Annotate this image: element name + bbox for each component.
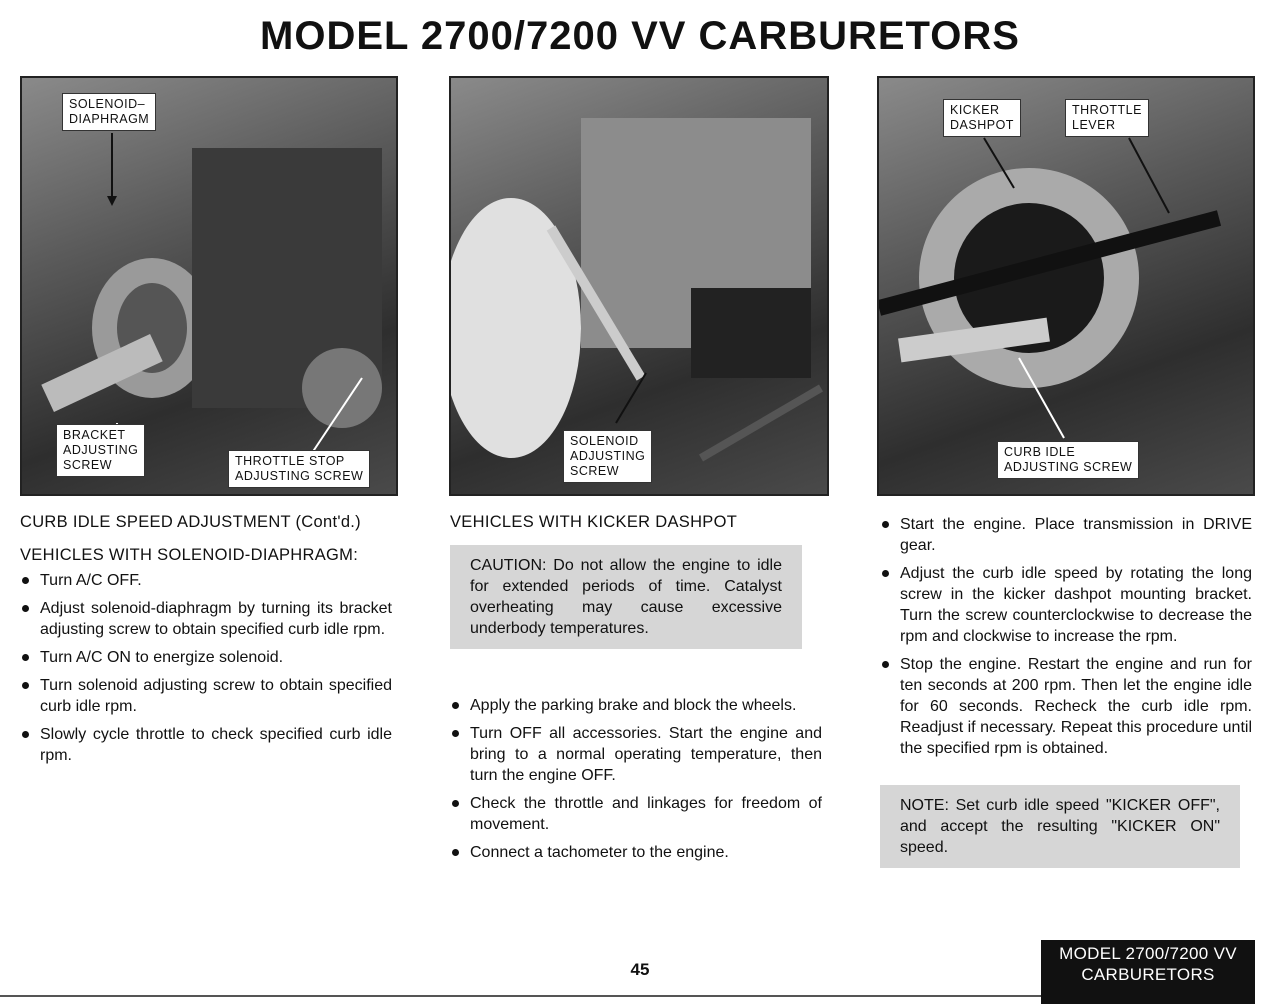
list-item: Check the throttle and linkages for freedom of movement. <box>450 793 822 835</box>
list-item: Turn solenoid adjusting screw to obtain specified curb idle rpm. <box>20 675 392 717</box>
right-column <box>880 514 1252 868</box>
callout-kicker-dashpot: KICKER DASHPOT <box>943 99 1021 137</box>
carburetor-illustration-3 <box>879 78 1255 496</box>
list-item: Adjust solenoid-diaphragm by turning its bracket adjusting screw to obtain specified curb idle rpm. <box>20 598 392 640</box>
list-item: Stop the engine. Restart the engine and run for ten seconds at 200 rpm. Then let the engine idle for 60 seconds. Recheck the curb idle rpm. Readjust if necessary. Repeat this procedure until the specified rpm is obtained. <box>880 654 1252 759</box>
section-heading: CURB IDLE SPEED ADJUSTMENT (Cont'd.) <box>20 513 361 531</box>
page-number: 45 <box>630 960 650 979</box>
photo-solenoid-diaphragm <box>20 76 398 496</box>
list-item: Turn A/C OFF. <box>20 570 392 591</box>
kicker-steps-continued-list <box>880 514 1252 759</box>
bottom-rule <box>0 995 1041 997</box>
section-subheading: VEHICLES WITH SOLENOID-DIAPHRAGM: <box>20 546 359 564</box>
callout-curb-idle-adjusting-screw: CURB IDLE ADJUSTING SCREW <box>997 441 1139 479</box>
callout-solenoid-diaphragm: SOLENOID– DIAPHRAGM <box>62 93 156 131</box>
caution-box: CAUTION: Do not allow the engine to idle for extended periods of time. Catalyst overheating may cause excessive underbody temperatures. <box>450 545 802 649</box>
callout-solenoid-adjusting-screw: SOLENOID ADJUSTING SCREW <box>563 430 652 483</box>
note-box: NOTE: Set curb idle speed "KICKER OFF", and accept the resulting "KICKER ON" speed. <box>880 785 1240 868</box>
footer-section-tab: MODEL 2700/7200 VV CARBURETORS <box>1041 940 1255 1004</box>
page-title: MODEL 2700/7200 VV CARBURETORS <box>260 14 1020 58</box>
list-item: Turn OFF all accessories. Start the engine and bring to a normal operating temperature, then turn the engine OFF. <box>450 723 822 786</box>
list-item: Turn A/C ON to energize solenoid. <box>20 647 392 668</box>
section-heading: VEHICLES WITH KICKER DASHPOT <box>450 513 738 531</box>
list-item: Slowly cycle throttle to check specified curb idle rpm. <box>20 724 392 766</box>
kicker-steps-list <box>450 695 822 863</box>
list-item: Adjust the curb idle speed by rotating the long screw in the kicker dashpot mounting bracket. Turn the screw counterclockwise to decrease the rpm and clockwise to increase the rpm. <box>880 563 1252 647</box>
list-item: Start the engine. Place transmission in DRIVE gear. <box>880 514 1252 556</box>
left-column <box>20 512 392 773</box>
callout-bracket-adjusting-screw: BRACKET ADJUSTING SCREW <box>56 424 145 477</box>
middle-column <box>450 512 822 870</box>
callout-throttle-stop-adjusting-screw: THROTTLE STOP ADJUSTING SCREW <box>228 450 370 488</box>
solenoid-steps-list <box>20 570 392 766</box>
photo-solenoid-adjusting <box>449 76 829 496</box>
callout-throttle-lever: THROTTLE LEVER <box>1065 99 1149 137</box>
photo-kicker-dashpot <box>877 76 1255 496</box>
list-item: Connect a tachometer to the engine. <box>450 842 822 863</box>
list-item: Apply the parking brake and block the wheels. <box>450 695 822 716</box>
